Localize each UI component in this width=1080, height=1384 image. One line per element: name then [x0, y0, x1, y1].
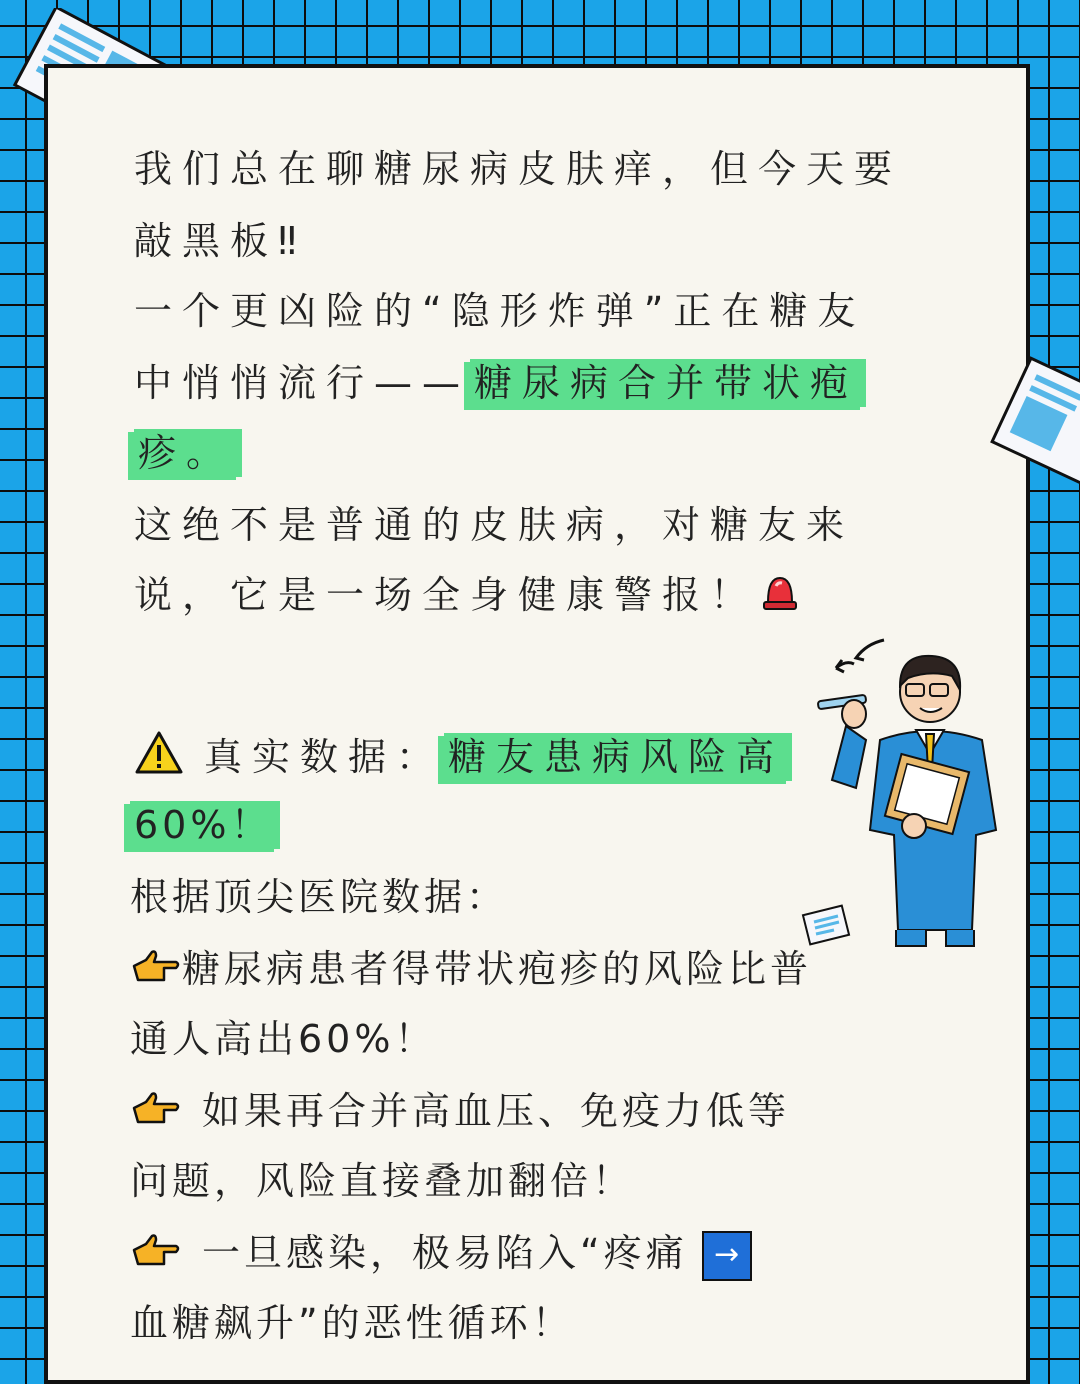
alert-line-2 — [134, 570, 802, 624]
highlight-risk-percent: 60%！ — [130, 801, 280, 849]
warning-icon — [134, 730, 184, 788]
highlight-disease-name-end: 疹。 — [134, 429, 242, 477]
point-2-line-1 — [130, 1086, 790, 1140]
point-3-line-1 — [130, 1228, 752, 1282]
pointing-hand-icon — [130, 1088, 182, 1140]
intro-line-3: 一个更凶险的“隐形炸弹”正在糖友 — [134, 289, 866, 333]
paper-icon — [798, 904, 854, 948]
newspaper-icon — [984, 350, 1080, 500]
point-2-text: 如果再合并高血压、免疫力低等 — [202, 1089, 791, 1133]
highlight-disease-name: 糖尿病合并带状疱 — [470, 359, 866, 407]
right-arrow-icon: → — [702, 1231, 752, 1281]
data-heading — [134, 730, 792, 788]
teacher-illustration — [796, 630, 1016, 950]
data-heading-line-2 — [130, 800, 280, 850]
point-1-line-1 — [130, 944, 812, 998]
intro-line-1: 我们总在聊糖尿病皮肤痒，但今天要 — [134, 147, 903, 191]
intro-line-5 — [134, 428, 242, 478]
pointing-hand-icon — [130, 1230, 182, 1282]
point-3-text: 一旦感染，极易陷入“疼痛 — [202, 1231, 688, 1275]
intro-line-4-text: 中悄悄流行—— — [134, 361, 471, 405]
point-1-line-2: 通人高出60%！ — [130, 1017, 437, 1061]
data-intro: 根据顶尖医院数据： — [130, 875, 509, 919]
pointing-hand-icon — [130, 946, 182, 998]
intro-line-2: 敲黑板‼ — [134, 219, 307, 263]
highlight-risk: 糖友患病风险高 — [444, 733, 792, 781]
police-light-icon — [758, 572, 802, 624]
alert-line-2-text: 说，它是一场全身健康警报！ — [134, 573, 759, 617]
alert-line-1: 这绝不是普通的皮肤病，对糖友来 — [134, 503, 855, 547]
point-3-line-2: 血糖飙升”的恶性循环！ — [130, 1301, 574, 1345]
point-2-line-2: 问题，风险直接叠加翻倍！ — [130, 1159, 635, 1203]
intro-line-4 — [134, 358, 866, 408]
data-heading-text: 真实数据： — [204, 734, 445, 779]
point-1-text: 糖尿病患者得带状疱疹的风险比普 — [182, 947, 813, 991]
